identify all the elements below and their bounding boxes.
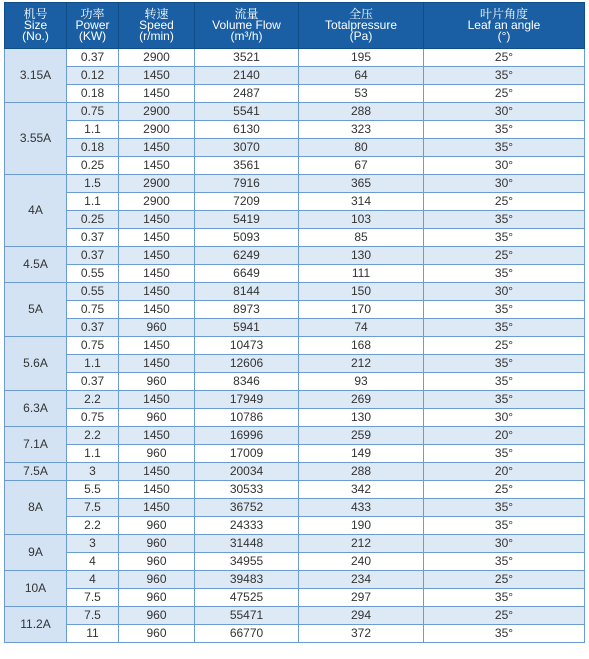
leaf-angle-cell: 35° <box>424 139 585 157</box>
total-pressure-cell: 74 <box>299 319 424 337</box>
total-pressure-cell: 212 <box>299 355 424 373</box>
volume-flow-cell: 10473 <box>195 337 299 355</box>
total-pressure-cell: 314 <box>299 193 424 211</box>
table-row <box>5 373 585 391</box>
speed-cell: 960 <box>119 409 195 427</box>
header-leaf-angle: 叶片角度 Leaf an angle (°) <box>424 3 585 49</box>
power-cell: 2.2 <box>67 517 119 535</box>
speed-cell: 1450 <box>119 481 195 499</box>
power-cell: 0.37 <box>67 247 119 265</box>
power-cell: 0.37 <box>67 49 119 67</box>
total-pressure-cell: 53 <box>299 85 424 103</box>
leaf-angle-cell: 35° <box>424 319 585 337</box>
power-cell: 1.1 <box>67 193 119 211</box>
speed-cell: 2900 <box>119 121 195 139</box>
total-pressure-cell: 323 <box>299 121 424 139</box>
size-cell: 6.3A <box>5 391 67 427</box>
volume-flow-cell: 5541 <box>195 103 299 121</box>
total-pressure-cell: 103 <box>299 211 424 229</box>
leaf-angle-cell: 25° <box>424 193 585 211</box>
speed-cell: 1450 <box>119 139 195 157</box>
volume-flow-cell: 3561 <box>195 157 299 175</box>
leaf-angle-cell: 35° <box>424 445 585 463</box>
power-cell: 0.75 <box>67 337 119 355</box>
total-pressure-cell: 93 <box>299 373 424 391</box>
volume-flow-cell: 66770 <box>195 625 299 643</box>
size-cell: 8A <box>5 481 67 535</box>
leaf-angle-cell: 35° <box>424 499 585 517</box>
table-row <box>5 391 585 409</box>
volume-flow-cell: 2487 <box>195 85 299 103</box>
leaf-angle-cell: 30° <box>424 283 585 301</box>
leaf-angle-cell: 25° <box>424 481 585 499</box>
volume-flow-cell: 31448 <box>195 535 299 553</box>
leaf-angle-cell: 35° <box>424 229 585 247</box>
table-row <box>5 517 585 535</box>
total-pressure-cell: 111 <box>299 265 424 283</box>
volume-flow-cell: 2140 <box>195 67 299 85</box>
power-cell: 3 <box>67 535 119 553</box>
speed-cell: 1450 <box>119 229 195 247</box>
total-pressure-cell: 64 <box>299 67 424 85</box>
size-cell: 7.1A <box>5 427 67 463</box>
table-row <box>5 463 585 481</box>
table-row <box>5 427 585 445</box>
table-row <box>5 139 585 157</box>
table-row <box>5 229 585 247</box>
volume-flow-cell: 16996 <box>195 427 299 445</box>
table-row <box>5 193 585 211</box>
total-pressure-cell: 212 <box>299 535 424 553</box>
table-row <box>5 409 585 427</box>
total-pressure-cell: 433 <box>299 499 424 517</box>
size-cell: 7.5A <box>5 463 67 481</box>
volume-flow-cell: 39483 <box>195 571 299 589</box>
table-row <box>5 103 585 121</box>
leaf-angle-cell: 30° <box>424 409 585 427</box>
total-pressure-cell: 269 <box>299 391 424 409</box>
table-row <box>5 499 585 517</box>
power-cell: 0.37 <box>67 229 119 247</box>
volume-flow-cell: 8346 <box>195 373 299 391</box>
power-cell: 1.1 <box>67 121 119 139</box>
table-row <box>5 121 585 139</box>
leaf-angle-cell: 35° <box>424 391 585 409</box>
leaf-angle-cell: 25° <box>424 607 585 625</box>
total-pressure-cell: 150 <box>299 283 424 301</box>
speed-cell: 960 <box>119 571 195 589</box>
volume-flow-cell: 30533 <box>195 481 299 499</box>
speed-cell: 1450 <box>119 301 195 319</box>
volume-flow-cell: 3521 <box>195 49 299 67</box>
volume-flow-cell: 36752 <box>195 499 299 517</box>
speed-cell: 2900 <box>119 49 195 67</box>
total-pressure-cell: 80 <box>299 139 424 157</box>
header-size: 机号 Size (No.) <box>5 3 67 49</box>
size-cell: 5.6A <box>5 337 67 391</box>
speed-cell: 960 <box>119 319 195 337</box>
leaf-angle-cell: 35° <box>424 373 585 391</box>
speed-cell: 960 <box>119 553 195 571</box>
power-cell: 0.37 <box>67 319 119 337</box>
volume-flow-cell: 6249 <box>195 247 299 265</box>
table-row <box>5 625 585 643</box>
volume-flow-cell: 10786 <box>195 409 299 427</box>
power-cell: 3 <box>67 463 119 481</box>
power-cell: 5.5 <box>67 481 119 499</box>
leaf-angle-cell: 35° <box>424 589 585 607</box>
table-row <box>5 67 585 85</box>
table-row <box>5 589 585 607</box>
table-row <box>5 283 585 301</box>
size-cell: 10A <box>5 571 67 607</box>
total-pressure-cell: 365 <box>299 175 424 193</box>
total-pressure-cell: 149 <box>299 445 424 463</box>
leaf-angle-cell: 25° <box>424 571 585 589</box>
total-pressure-cell: 297 <box>299 589 424 607</box>
speed-cell: 960 <box>119 607 195 625</box>
header-volume-flow: 流量 Volume Flow (m³/h) <box>195 3 299 49</box>
leaf-angle-cell: 35° <box>424 625 585 643</box>
speed-cell: 960 <box>119 445 195 463</box>
power-cell: 2.2 <box>67 427 119 445</box>
volume-flow-cell: 5419 <box>195 211 299 229</box>
table-row <box>5 265 585 283</box>
size-cell: 9A <box>5 535 67 571</box>
volume-flow-cell: 8144 <box>195 283 299 301</box>
total-pressure-cell: 259 <box>299 427 424 445</box>
volume-flow-cell: 6130 <box>195 121 299 139</box>
size-cell: 4.5A <box>5 247 67 283</box>
total-pressure-cell: 130 <box>299 247 424 265</box>
volume-flow-cell: 17949 <box>195 391 299 409</box>
power-cell: 7.5 <box>67 499 119 517</box>
size-cell: 3.55A <box>5 103 67 175</box>
leaf-angle-cell: 30° <box>424 157 585 175</box>
speed-cell: 960 <box>119 517 195 535</box>
table-body <box>5 49 585 643</box>
size-cell: 5A <box>5 283 67 337</box>
total-pressure-cell: 130 <box>299 409 424 427</box>
power-cell: 0.18 <box>67 85 119 103</box>
power-cell: 4 <box>67 571 119 589</box>
header-row <box>5 3 585 49</box>
table-row <box>5 553 585 571</box>
power-cell: 1.5 <box>67 175 119 193</box>
speed-cell: 1450 <box>119 427 195 445</box>
leaf-angle-cell: 35° <box>424 355 585 373</box>
speed-cell: 1450 <box>119 211 195 229</box>
power-cell: 11 <box>67 625 119 643</box>
total-pressure-cell: 288 <box>299 103 424 121</box>
speed-cell: 1450 <box>119 157 195 175</box>
header-total-pressure: 全压 Totalpressure (Pa) <box>299 3 424 49</box>
speed-cell: 960 <box>119 625 195 643</box>
table-row <box>5 301 585 319</box>
volume-flow-cell: 6649 <box>195 265 299 283</box>
leaf-angle-cell: 25° <box>424 337 585 355</box>
total-pressure-cell: 288 <box>299 463 424 481</box>
table-row <box>5 607 585 625</box>
power-cell: 4 <box>67 553 119 571</box>
power-cell: 0.25 <box>67 157 119 175</box>
leaf-angle-cell: 35° <box>424 517 585 535</box>
volume-flow-cell: 20034 <box>195 463 299 481</box>
speed-cell: 1450 <box>119 283 195 301</box>
volume-flow-cell: 12606 <box>195 355 299 373</box>
leaf-angle-cell: 35° <box>424 67 585 85</box>
header-speed: 转速 Speed (r/min) <box>119 3 195 49</box>
table-row <box>5 85 585 103</box>
total-pressure-cell: 67 <box>299 157 424 175</box>
leaf-angle-cell: 25° <box>424 247 585 265</box>
power-cell: 7.5 <box>67 607 119 625</box>
speed-cell: 1450 <box>119 463 195 481</box>
volume-flow-cell: 5093 <box>195 229 299 247</box>
speed-cell: 960 <box>119 535 195 553</box>
power-cell: 1.1 <box>67 355 119 373</box>
table-row <box>5 49 585 67</box>
table-row <box>5 157 585 175</box>
total-pressure-cell: 170 <box>299 301 424 319</box>
speed-cell: 1450 <box>119 499 195 517</box>
power-cell: 0.75 <box>67 301 119 319</box>
leaf-angle-cell: 35° <box>424 301 585 319</box>
speed-cell: 1450 <box>119 265 195 283</box>
header-power: 功率 Power (KW) <box>67 3 119 49</box>
speed-cell: 2900 <box>119 103 195 121</box>
speed-cell: 1450 <box>119 391 195 409</box>
volume-flow-cell: 55471 <box>195 607 299 625</box>
table-row <box>5 337 585 355</box>
volume-flow-cell: 24333 <box>195 517 299 535</box>
table-row <box>5 355 585 373</box>
volume-flow-cell: 3070 <box>195 139 299 157</box>
table-row <box>5 571 585 589</box>
speed-cell: 960 <box>119 589 195 607</box>
fan-spec-table <box>4 2 585 643</box>
leaf-angle-cell: 30° <box>424 175 585 193</box>
total-pressure-cell: 190 <box>299 517 424 535</box>
volume-flow-cell: 17009 <box>195 445 299 463</box>
power-cell: 1.1 <box>67 445 119 463</box>
leaf-angle-cell: 25° <box>424 49 585 67</box>
speed-cell: 1450 <box>119 67 195 85</box>
volume-flow-cell: 8973 <box>195 301 299 319</box>
power-cell: 0.55 <box>67 283 119 301</box>
total-pressure-cell: 294 <box>299 607 424 625</box>
leaf-angle-cell: 35° <box>424 265 585 283</box>
leaf-angle-cell: 20° <box>424 463 585 481</box>
power-cell: 0.37 <box>67 373 119 391</box>
power-cell: 0.75 <box>67 409 119 427</box>
leaf-angle-cell: 35° <box>424 553 585 571</box>
total-pressure-cell: 195 <box>299 49 424 67</box>
size-cell: 3.15A <box>5 49 67 103</box>
speed-cell: 1450 <box>119 85 195 103</box>
volume-flow-cell: 47525 <box>195 589 299 607</box>
table-header <box>5 3 585 49</box>
table-row <box>5 175 585 193</box>
leaf-angle-cell: 35° <box>424 121 585 139</box>
size-cell: 11.2A <box>5 607 67 643</box>
table-row <box>5 211 585 229</box>
volume-flow-cell: 7209 <box>195 193 299 211</box>
total-pressure-cell: 85 <box>299 229 424 247</box>
table-row <box>5 319 585 337</box>
speed-cell: 2900 <box>119 175 195 193</box>
leaf-angle-cell: 25° <box>424 85 585 103</box>
table-row <box>5 445 585 463</box>
leaf-angle-cell: 35° <box>424 211 585 229</box>
table-row <box>5 535 585 553</box>
volume-flow-cell: 5941 <box>195 319 299 337</box>
speed-cell: 1450 <box>119 337 195 355</box>
table-row <box>5 247 585 265</box>
power-cell: 0.12 <box>67 67 119 85</box>
power-cell: 0.18 <box>67 139 119 157</box>
table-row <box>5 481 585 499</box>
speed-cell: 1450 <box>119 355 195 373</box>
leaf-angle-cell: 30° <box>424 103 585 121</box>
total-pressure-cell: 372 <box>299 625 424 643</box>
leaf-angle-cell: 20° <box>424 427 585 445</box>
total-pressure-cell: 168 <box>299 337 424 355</box>
power-cell: 0.75 <box>67 103 119 121</box>
speed-cell: 960 <box>119 373 195 391</box>
power-cell: 7.5 <box>67 589 119 607</box>
leaf-angle-cell: 30° <box>424 535 585 553</box>
power-cell: 0.25 <box>67 211 119 229</box>
total-pressure-cell: 234 <box>299 571 424 589</box>
volume-flow-cell: 7916 <box>195 175 299 193</box>
size-cell: 4A <box>5 175 67 247</box>
speed-cell: 1450 <box>119 247 195 265</box>
volume-flow-cell: 34955 <box>195 553 299 571</box>
power-cell: 2.2 <box>67 391 119 409</box>
speed-cell: 2900 <box>119 193 195 211</box>
power-cell: 0.55 <box>67 265 119 283</box>
total-pressure-cell: 342 <box>299 481 424 499</box>
total-pressure-cell: 240 <box>299 553 424 571</box>
